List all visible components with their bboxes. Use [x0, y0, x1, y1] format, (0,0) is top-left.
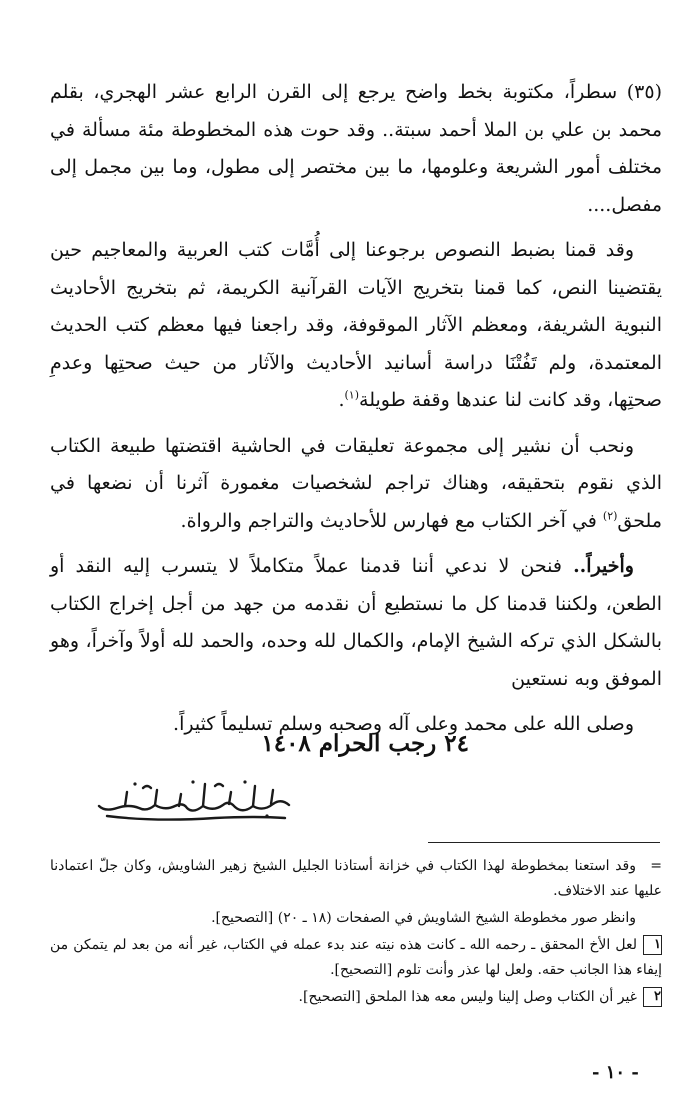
- footnote-ref-1[interactable]: (١): [344, 388, 360, 402]
- paragraph-text: وصلى الله على محمد وعلى آله وصحبه وسلم تسليماً كثيراً.: [173, 713, 634, 735]
- footnote-2: [50, 985, 662, 1010]
- paragraph-text-cont: في آخر الكتاب مع فهارس للأحاديث والتراجم والرواة.: [180, 509, 603, 532]
- main-text: [50, 74, 662, 744]
- paragraph-text: ونحب أن نشير إلى مجموعة تعليقات في الحاشية اقتضتها طبيعة الكتاب الذي نقوم بتحقيقه، وهناك تراجم لشخصيات مغمورة آثرنا أن نضعها في ملحق: [50, 434, 662, 532]
- footnote-text: غير أن الكتاب وصل إلينا وليس معه هذا الملحق [التصحيح].: [298, 989, 637, 1005]
- footnote-continuation: [50, 854, 662, 904]
- footnote-continuation-2: [50, 906, 662, 931]
- footnote-text: وانظر صور مخطوطة الشيخ الشاويش في الصفحات (١٨ ـ ٢٠) [التصحيح].: [211, 910, 636, 926]
- handwritten-signature: [95, 772, 295, 822]
- footnote-text: لعل الأخ المحقق ـ رحمه الله ـ كانت هذه نيته عند بدء عمله في الكتاب، غير أنه من بعد لم يتمكن من إيفاء هذا الجانب حقه. ولعل لها عذر وأنت تلوم [التصحيح].: [50, 937, 662, 978]
- paragraph-text: فنحن لا ندعي أننا قدمنا عملاً متكاملاً لا يتسرب إليه النقد أو الطعن، ولكننا قدمنا كل ما نستطيع أن نقدمه من جهد من أجل إخراج الكتاب بالشكل الذي تركه الشيخ الإمام، والكمال لله وحده، والحمد لله أولاً وآخراً، وهو الموفق وبه نستعين: [50, 555, 662, 690]
- paragraph-closing: [50, 548, 662, 698]
- date-line: ٢٤ رجب الحرام ١٤٠٨: [261, 730, 469, 757]
- continuation-mark: =: [650, 858, 662, 874]
- footnotes: [50, 854, 662, 1010]
- footnote-text: وقد استعنا بمخطوطة لهذا الكتاب في خزانة أستاذنا الجليل الشيخ زهير الشاويش، وكان جلّ اعتمادنا عليها عند الاختلاف.: [50, 858, 662, 899]
- paragraph-methodology: [50, 232, 662, 420]
- footnote-separator: [428, 842, 660, 843]
- footnote-1: [50, 933, 662, 983]
- page-number: - ١٠ -: [592, 1062, 639, 1083]
- footnote-number-box[interactable]: ١: [643, 935, 662, 955]
- paragraph-manuscript-description: [50, 74, 662, 224]
- footnote-ref-2[interactable]: (٢): [602, 509, 618, 523]
- paragraph-annotations: [50, 428, 662, 541]
- paragraph-text: وقد قمنا بضبط النصوص برجوعنا إلى أُمَّات كتب العربية والمعاجيم حين يقتضينا النص، كما قمنا بتخريج الآيات القرآنية الكريمة، ثم بتخريج الأحاديث النبوية الشريفة، ومعظم الآثار الموقوفة، وقد راجعنا فيها معظم كتب الحديث المعتمدة، ولم تَفُتْنَا دراسة أسانيد الأحاديث والآثار من حيث صحتِها وعدمِ صحتِها، وقد كانت لنا عندها وقفة طويلة: [50, 239, 662, 411]
- paragraph-end: .: [338, 389, 345, 411]
- footnote-number-box[interactable]: ٢: [643, 987, 662, 1007]
- paragraph-text: (٣٥) سطراً، مكتوبة بخط واضح يرجع إلى القرن الرابع عشر الهجري، بقلم محمد بن علي بن الملا أحمد سبتة.. وقد حوت هذه المخطوطة مئة مسألة في مختلف أمور الشريعة وعلومها، ما بين مختصر إلى مطول، وما بين مجمل إلى مفصل....: [50, 81, 662, 216]
- paragraph-lead-word: وأخيراً..: [573, 555, 634, 577]
